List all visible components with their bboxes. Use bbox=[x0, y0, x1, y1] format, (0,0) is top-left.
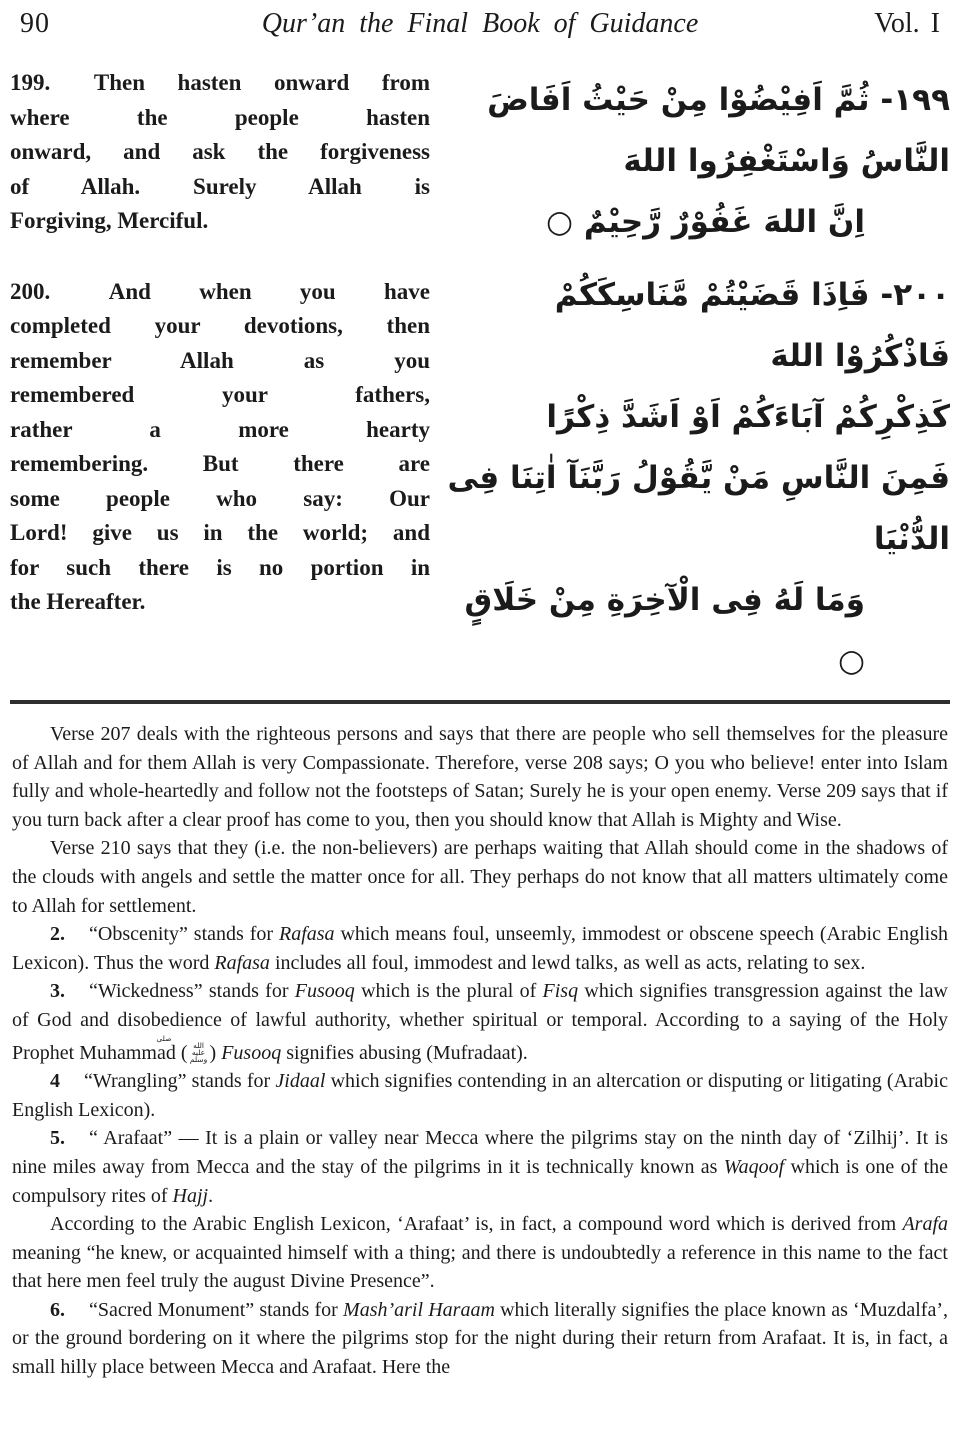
commentary-paragraph bbox=[12, 1124, 948, 1210]
verse-200-arabic-line: وَمَا لَهُ فِى الْآخِرَةِ مِنْ خَلَاقٍ ○ bbox=[464, 582, 865, 679]
page-number: 90 bbox=[20, 8, 50, 39]
text-run: signifies abusing (Mufradaat). bbox=[281, 1041, 528, 1064]
note-number: 5. bbox=[50, 1127, 65, 1150]
italic-term: Hajj bbox=[172, 1184, 209, 1207]
verse-200-arabic-line: فَاذْكُرُوْا اللهَ bbox=[770, 338, 950, 374]
text-run: Verse 207 deals with the righteous persons and says that there are people who sell themselves for the pleasure of Allah and for them Allah is very Compassionate. Therefore, verse 208 says; O you who believe! enter into Islam fully and whole-heartedly and follow not the footsteps of Satan; Surely he is your open enemy. Verse 209 says that if you turn back after a clear proof has come to you, then you should know that Allah is Mighty and Wise. bbox=[12, 723, 948, 831]
text-run: meaning “he knew, or acquainted himself with a thing; and there is undoubtedly a reference in this name to the fact that here men feel truly the august Divine Presence”. bbox=[12, 1241, 948, 1293]
text-run: . bbox=[208, 1184, 214, 1207]
verse-200-english-line: remembering. But there are bbox=[10, 451, 430, 476]
volume-label: Vol. I bbox=[874, 8, 940, 39]
commentary-paragraph bbox=[12, 1210, 948, 1296]
italic-term: Arafa bbox=[902, 1213, 948, 1236]
text-run: includes all foul, immodest and lewd talks, as well as acts, relating to sex. bbox=[269, 951, 866, 974]
italic-term: Jidaal bbox=[275, 1070, 326, 1093]
commentary-paragraph bbox=[12, 977, 948, 1067]
commentary-paragraph bbox=[12, 1296, 948, 1382]
verse-200-english-line: rather a more hearty bbox=[10, 416, 430, 442]
text-run: which signifies contending in an altercation or disputing or litigating (Arabic English Lexicon). bbox=[12, 1070, 948, 1121]
italic-term: Waqoof bbox=[723, 1155, 785, 1178]
verse-200-arabic-line: ٢٠٠- فَاِذَا قَضَيْتُمْ مَّنَاسِكَكُمْ bbox=[554, 277, 950, 313]
verse-199-english bbox=[10, 66, 430, 239]
honorific-symbol: صلى الله عليه وسلم bbox=[156, 1033, 208, 1064]
text-run: which signifies transgression against the law of God and disobedience of lawful authority, whether spiritual or temporal. According to a saying of the Holy Prophet Muhammad ( bbox=[12, 980, 949, 1064]
verse-200-english-line: some people who say: Our bbox=[10, 485, 430, 511]
text-run: “Wrangling” stands for bbox=[84, 1070, 276, 1093]
verse-200-english-line: for such there is no portion in bbox=[10, 554, 430, 580]
text-run: ) bbox=[209, 1041, 222, 1064]
text-run: which is one of the compulsory rites of bbox=[12, 1155, 948, 1207]
verse-200-english-line: 200. And when you have bbox=[10, 278, 430, 304]
verse-199-english-line: Forgiving, Merciful. bbox=[10, 208, 209, 233]
verse-199-english-line: onward, and ask the forgiveness bbox=[10, 139, 430, 164]
text-run: “Wickedness” stands for bbox=[89, 980, 295, 1003]
note-number: 4 bbox=[50, 1070, 60, 1093]
text-run: which literally signifies the place known as ‘Muzdalfa’, or the ground bordering on it where the pilgrims stop for the night during their return from Arafaat. It is, in fact, a small hilly place between Mecca and Arafaat. Here the bbox=[12, 1298, 949, 1379]
verse-200-english-line: the Hereafter. bbox=[10, 589, 146, 614]
verse-200-english-line: Lord! give us in the world; and bbox=[10, 520, 430, 545]
text-run: “Sacred Monument” stands for bbox=[89, 1298, 344, 1321]
verse-199-arabic-line: ١٩٩- ثُمَّ اَفِيْضُوْا مِنْ حَيْثُ اَفَاضَ bbox=[487, 82, 950, 118]
text-run: “ Arafaat” — It is a plain or valley near Mecca where the pilgrims stay on the ninth day of ‘Zilhij’. It is nine miles away from Mecca and the stay of the pilgrims in it is technically known as bbox=[12, 1127, 948, 1178]
commentary-paragraph bbox=[12, 1067, 948, 1124]
commentary-paragraph bbox=[12, 834, 948, 920]
verse-199-english-line: of Allah. Surely Allah is bbox=[10, 173, 430, 199]
verse-200-arabic bbox=[432, 265, 950, 692]
arabic-text-column bbox=[430, 66, 950, 692]
verse-199-arabic-line: اِنَّ اللهَ غَفُوْرٌ رَّحِيْمٌ ○ bbox=[546, 204, 865, 240]
italic-term: Fusooq bbox=[294, 980, 355, 1003]
text-run: “Obscenity” stands for bbox=[89, 923, 279, 946]
italic-term: Mash’aril Haraam bbox=[343, 1298, 495, 1321]
verse-200-arabic-line: فَمِنَ النَّاسِ مَنْ يَّقُوْلُ رَبَّنَآ اٰتِنَا فِى bbox=[447, 460, 950, 496]
verse-200-english-line: remembered your fathers, bbox=[10, 382, 430, 407]
english-translation-column bbox=[10, 66, 430, 692]
verse-200-english-line: remember Allah as you bbox=[10, 347, 430, 373]
verse-200-arabic-line: الدُّنْيَا bbox=[873, 521, 950, 557]
text-run: which means foul, unseemly, immodest or obscene speech (Arabic English Lexicon). Thus the word bbox=[12, 923, 948, 974]
verse-199-english-line: where the people hasten bbox=[10, 104, 430, 130]
note-number: 3. bbox=[50, 980, 65, 1003]
commentary-paragraph bbox=[12, 920, 948, 977]
verse-200-english-line: completed your devotions, then bbox=[10, 313, 430, 338]
verse-section bbox=[10, 66, 950, 692]
note-number: 2. bbox=[50, 923, 65, 946]
italic-term: Fusooq bbox=[221, 1041, 282, 1064]
verse-200-english bbox=[10, 275, 430, 620]
page-header bbox=[10, 8, 950, 40]
italic-term: Rafasa bbox=[214, 951, 270, 974]
text-run: Verse 210 says that they (i.e. the non-believers) are perhaps waiting that Allah should come in the shadows of the clouds with angels and settle the matter once for all. They perhaps do not know that all matters ultimately come to Allah for settlement. bbox=[12, 837, 948, 917]
verse-199-english-line: 199. Then hasten onward from bbox=[10, 70, 430, 95]
text-run: which is the plural of bbox=[354, 980, 543, 1003]
verse-199-arabic-line: النَّاسُ وَاسْتَغْفِرُوا اللهَ bbox=[623, 143, 950, 179]
note-number: 6. bbox=[50, 1298, 65, 1321]
italic-term: Fisq bbox=[542, 980, 579, 1003]
verse-199-arabic bbox=[432, 70, 950, 253]
italic-term: Rafasa bbox=[278, 923, 335, 946]
commentary-paragraph bbox=[12, 720, 948, 834]
section-divider bbox=[10, 700, 950, 704]
text-run: According to the Arabic English Lexicon, ‘Arafaat’ is, in fact, a compound word which is derived from bbox=[50, 1213, 903, 1236]
verse-200-arabic-line: كَذِكْرِكُمْ آبَاءَكُمْ اَوْ اَشَدَّ ذِكْرًا bbox=[546, 399, 950, 435]
book-title: Qur’an the Final Book of Guidance bbox=[261, 8, 699, 39]
commentary-section bbox=[10, 720, 950, 1382]
